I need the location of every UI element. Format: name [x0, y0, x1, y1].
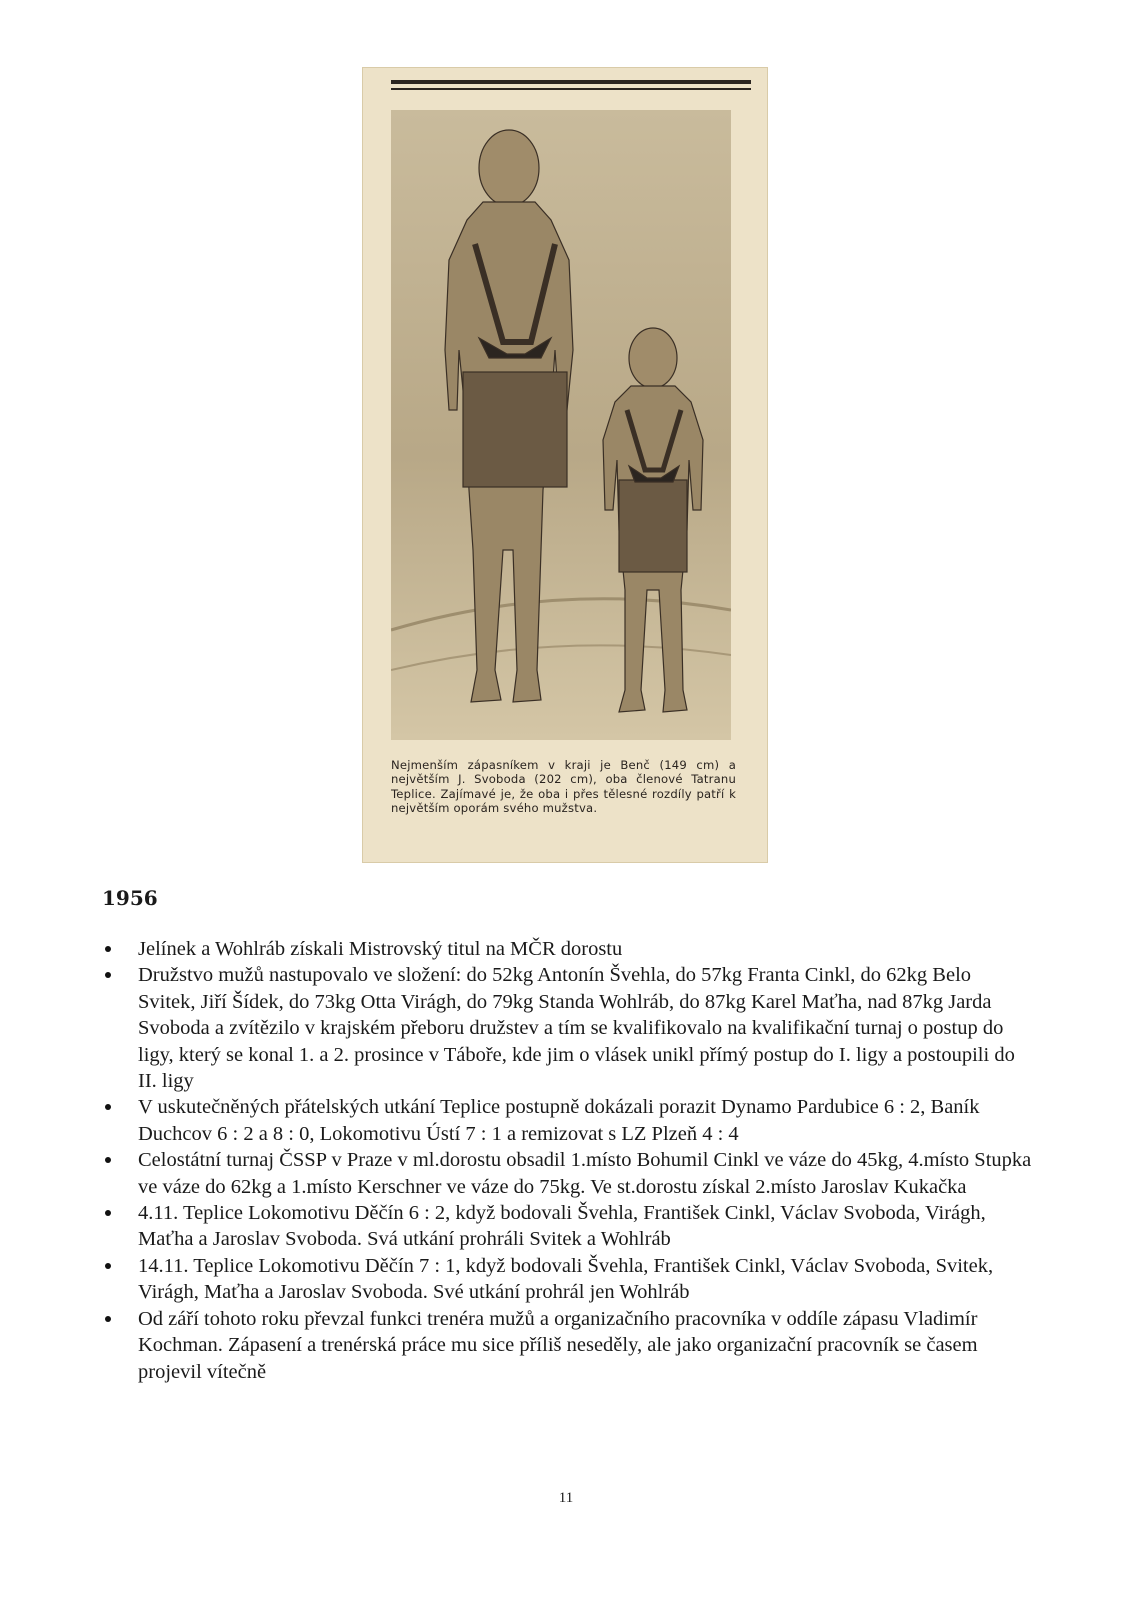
list-item: [103, 936, 1033, 962]
clipping-rule: [391, 80, 751, 84]
list-item-text: Družstvo mužů nastupovalo ve složení: do 52kg Antonín Švehla, do 57kg Franta Cinkl, do 62kg Belo Svitek, Jiří Šídek, do 73kg Otta Virágh, do 79kg Standa Wohlráb, do 87kg Karel Maťha, nad 87kg Jarda Svoboda a zvítězilo v krajském přeboru družstev a tím se kvalifikovalo na kvalifikační turnaj o postup do ligy, který se konal 1. a 2. prosince v Táboře, kde jim o vlásek unikl přímý postup do I. ligy a postoupili do II. ligy: [138, 964, 1015, 1093]
bullet-icon: [105, 1210, 111, 1216]
bullet-icon: [105, 1263, 111, 1269]
list-item: [103, 1253, 1033, 1306]
list-item: [103, 1306, 1033, 1385]
list-item-text: 4.11. Teplice Lokomotivu Děčín 6 : 2, když bodovali Švehla, František Cinkl, Václav Svoboda, Virágh, Maťha a Jaroslav Svoboda. Svá utkání prohráli Svitek a Wohlráb: [138, 1202, 986, 1251]
list-item: [103, 1147, 1033, 1200]
bullet-icon: [105, 1104, 111, 1110]
page-number: 11: [558, 1490, 574, 1506]
list-item-text: Jelínek a Wohlráb získali Mistrovský titul na MČR dorostu: [138, 938, 623, 960]
clipping-rule: [391, 88, 751, 90]
bullet-icon: [105, 1157, 111, 1163]
events-list: [103, 936, 1033, 1385]
list-item-text: Od září tohoto roku převzal funkci trenéra mužů a organizačního pracovníka v oddíle zápasu Vladimír Kochman. Zápasení a trenérská práce mu sice příliš neseděly, ale jako organizační pracovník se časem projevil vítečně: [138, 1307, 978, 1383]
list-item-text: V uskutečněných přátelských utkání Teplice postupně dokázali porazit Dynamo Pardubice 6 : 2, Baník Duchcov 6 : 2 a 8 : 0, Lokomotivu Ústí 7 : 1 a remizovat s LZ Plzeň 4 : 4: [138, 1096, 980, 1145]
list-item: [103, 1200, 1033, 1253]
wrestlers-photo: [391, 110, 731, 800]
list-item: [103, 1094, 1033, 1147]
bullet-icon: [105, 946, 111, 952]
newspaper-clipping: [362, 67, 768, 863]
bullet-icon: [105, 1316, 111, 1322]
photo-caption: Nejmenším zápasníkem v kraji je Benč (149 cm) a největším J. Svoboda (202 cm), oba členové Tatranu Teplice. Zajímavé je, že oba i přes tělesné rozdíly patří k největším oporám svého mužstva.: [391, 758, 736, 816]
list-item: [103, 962, 1033, 1094]
bullet-icon: [105, 972, 111, 978]
section-year-heading: 1956: [102, 886, 158, 910]
list-item-text: Celostátní turnaj ČSSP v Praze v ml.dorostu obsadil 1.místo Bohumil Cinkl ve váze do 45kg, 4.místo Stupka ve váze do 62kg a 1.místo Kerschner ve váze do 75kg. Ve st.dorostu získal 2.místo Jaroslav Kukačka: [138, 1149, 1032, 1198]
list-item-text: 14.11. Teplice Lokomotivu Děčín 7 : 1, když bodovali Švehla, František Cinkl, Václav Svoboda, Svitek, Virágh, Maťha a Jaroslav Svoboda. Své utkání prohrál jen Wohlráb: [138, 1254, 994, 1304]
